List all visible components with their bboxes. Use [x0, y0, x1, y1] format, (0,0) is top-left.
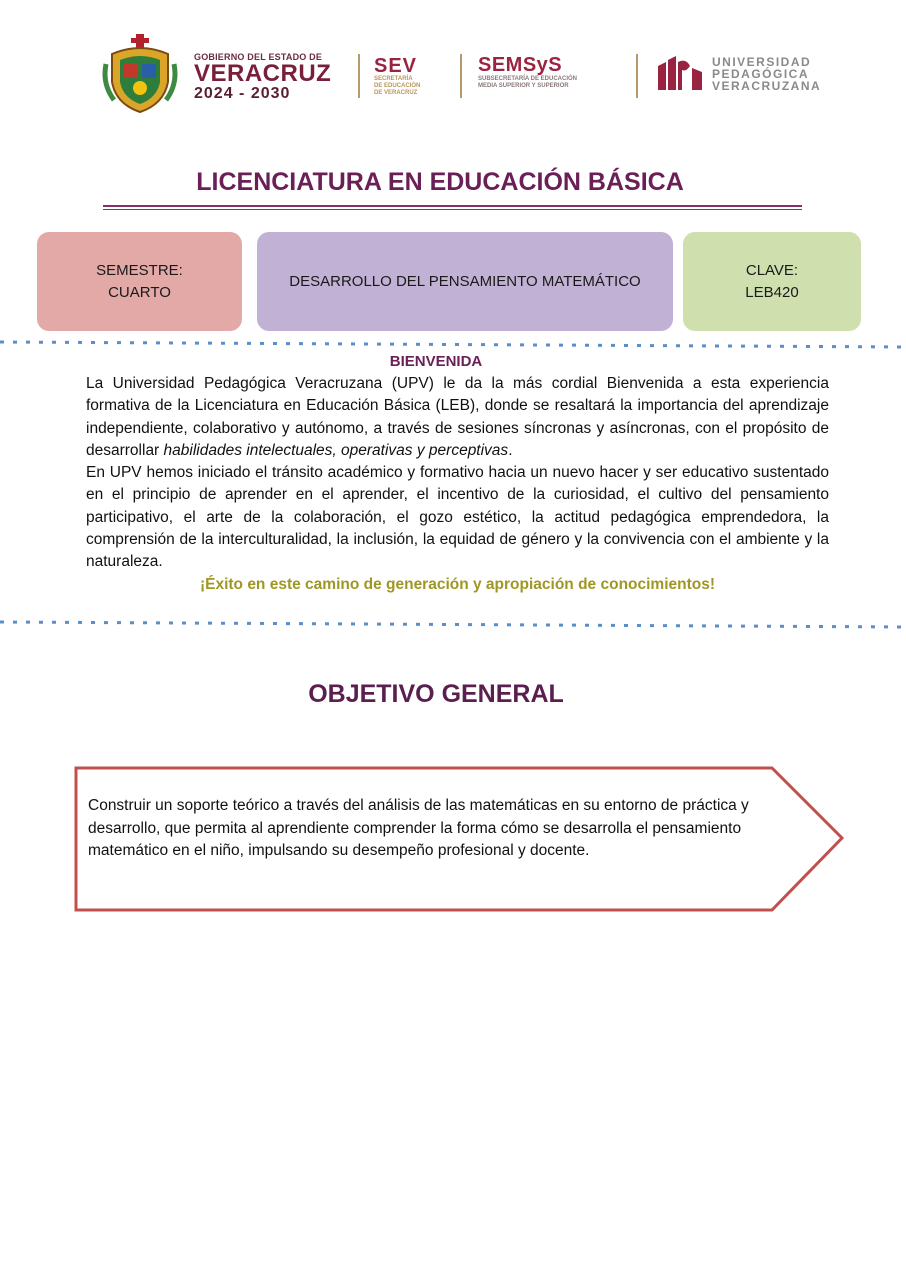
sev-sub1: SECRETARÍA — [374, 76, 413, 82]
veracruz-coat-of-arms-icon — [102, 34, 178, 114]
welcome-p1-end: . — [508, 441, 513, 459]
semestre-label: SEMESTRE: — [96, 261, 183, 279]
welcome-closing: ¡Éxito en este camino de generación y apropiación de conocimientos! — [199, 576, 716, 593]
upv-logo — [656, 54, 826, 98]
title-underline — [103, 205, 802, 207]
upv-line1: UNIVERSIDAD — [712, 55, 812, 69]
sev-logo — [374, 56, 454, 97]
welcome-p1-italic: habilidades intelectuales, operativas y perceptivas — [163, 441, 509, 459]
subject-name: DESARROLLO DEL PENSAMIENTO MATEMÁTICO — [289, 272, 641, 290]
gov-line3: 2024 - 2030 — [194, 85, 291, 102]
subject-box — [257, 232, 673, 331]
semestre-box — [37, 232, 242, 331]
upv-line2: PEDAGÓGICA — [712, 67, 810, 81]
upv-emblem-icon — [656, 56, 704, 92]
semestre-value: CUARTO — [108, 283, 171, 301]
welcome-paragraph-1 — [86, 373, 829, 462]
clave-box — [683, 232, 861, 331]
welcome-p1-text: La Universidad Pedagógica Veracruzana (UPV) le da la más cordial Bienvenida a esta experiencia formativa de la Licenciatura en Educación Básica (LEB), donde se resaltará la importancia del aprendizaje independiente, colaborativo y autónomo, a través de sesiones síncronas y asíncronas, con el propósito de desarrollar — [86, 375, 829, 459]
clave-label: CLAVE: — [745, 261, 799, 279]
objective-text: Construir un soporte teórico a través del análisis de las matemáticas en su entorno de práctica y desarrollo, que permita al aprendiente comprender la forma cómo se desarrolla el pensamiento matemático en el niño, impulsando su desempeño profesional y docente. — [88, 797, 749, 859]
clave-value: LEB420 — [745, 283, 799, 301]
title-underline — [103, 209, 802, 210]
upv-name — [712, 56, 821, 92]
logo-divider — [358, 54, 360, 98]
logo-divider — [636, 54, 638, 98]
sems-title: SEMSyS — [478, 54, 563, 76]
sev-sub2: DE EDUCACIÓN — [374, 83, 421, 89]
logo-divider — [460, 54, 462, 98]
page-title: LICENCIATURA EN EDUCACIÓN BÁSICA — [196, 168, 684, 196]
sev-title: SEV — [374, 55, 418, 77]
header-logos — [96, 34, 826, 118]
sev-sub3: DE VERACRUZ — [374, 90, 418, 96]
objective-heading: OBJETIVO GENERAL — [308, 680, 564, 708]
sems-sub2: MEDIA SUPERIOR Y SUPERIOR — [478, 83, 569, 89]
dotted-divider — [0, 339, 906, 349]
gov-line1: GOBIERNO DEL ESTADO DE — [194, 52, 323, 62]
gov-line2: VERACRUZ — [194, 60, 332, 87]
welcome-heading: BIENVENIDA — [389, 353, 483, 370]
upv-line3: VERACRUZANA — [712, 79, 822, 93]
semsys-logo — [478, 54, 628, 90]
sems-sub1: SUBSECRETARÍA DE EDUCACIÓN — [478, 76, 578, 82]
welcome-paragraph-2: En UPV hemos iniciado el tránsito académico y formativo hacia un nuevo hacer y ser educativo sustentado en el principio de aprender en el aprender, el incentivo de la curiosidad, el cultivo del pensamiento participativo, el arte de la colaboración, el gozo estético, la actitud pedagógica emprendedora, la comprensión de la interculturalidad, la inclusión, la equidad de género y la convivencia con el ambiente y la naturaleza. — [86, 464, 829, 571]
gobierno-veracruz-logo — [194, 52, 340, 102]
dotted-divider — [0, 619, 906, 629]
